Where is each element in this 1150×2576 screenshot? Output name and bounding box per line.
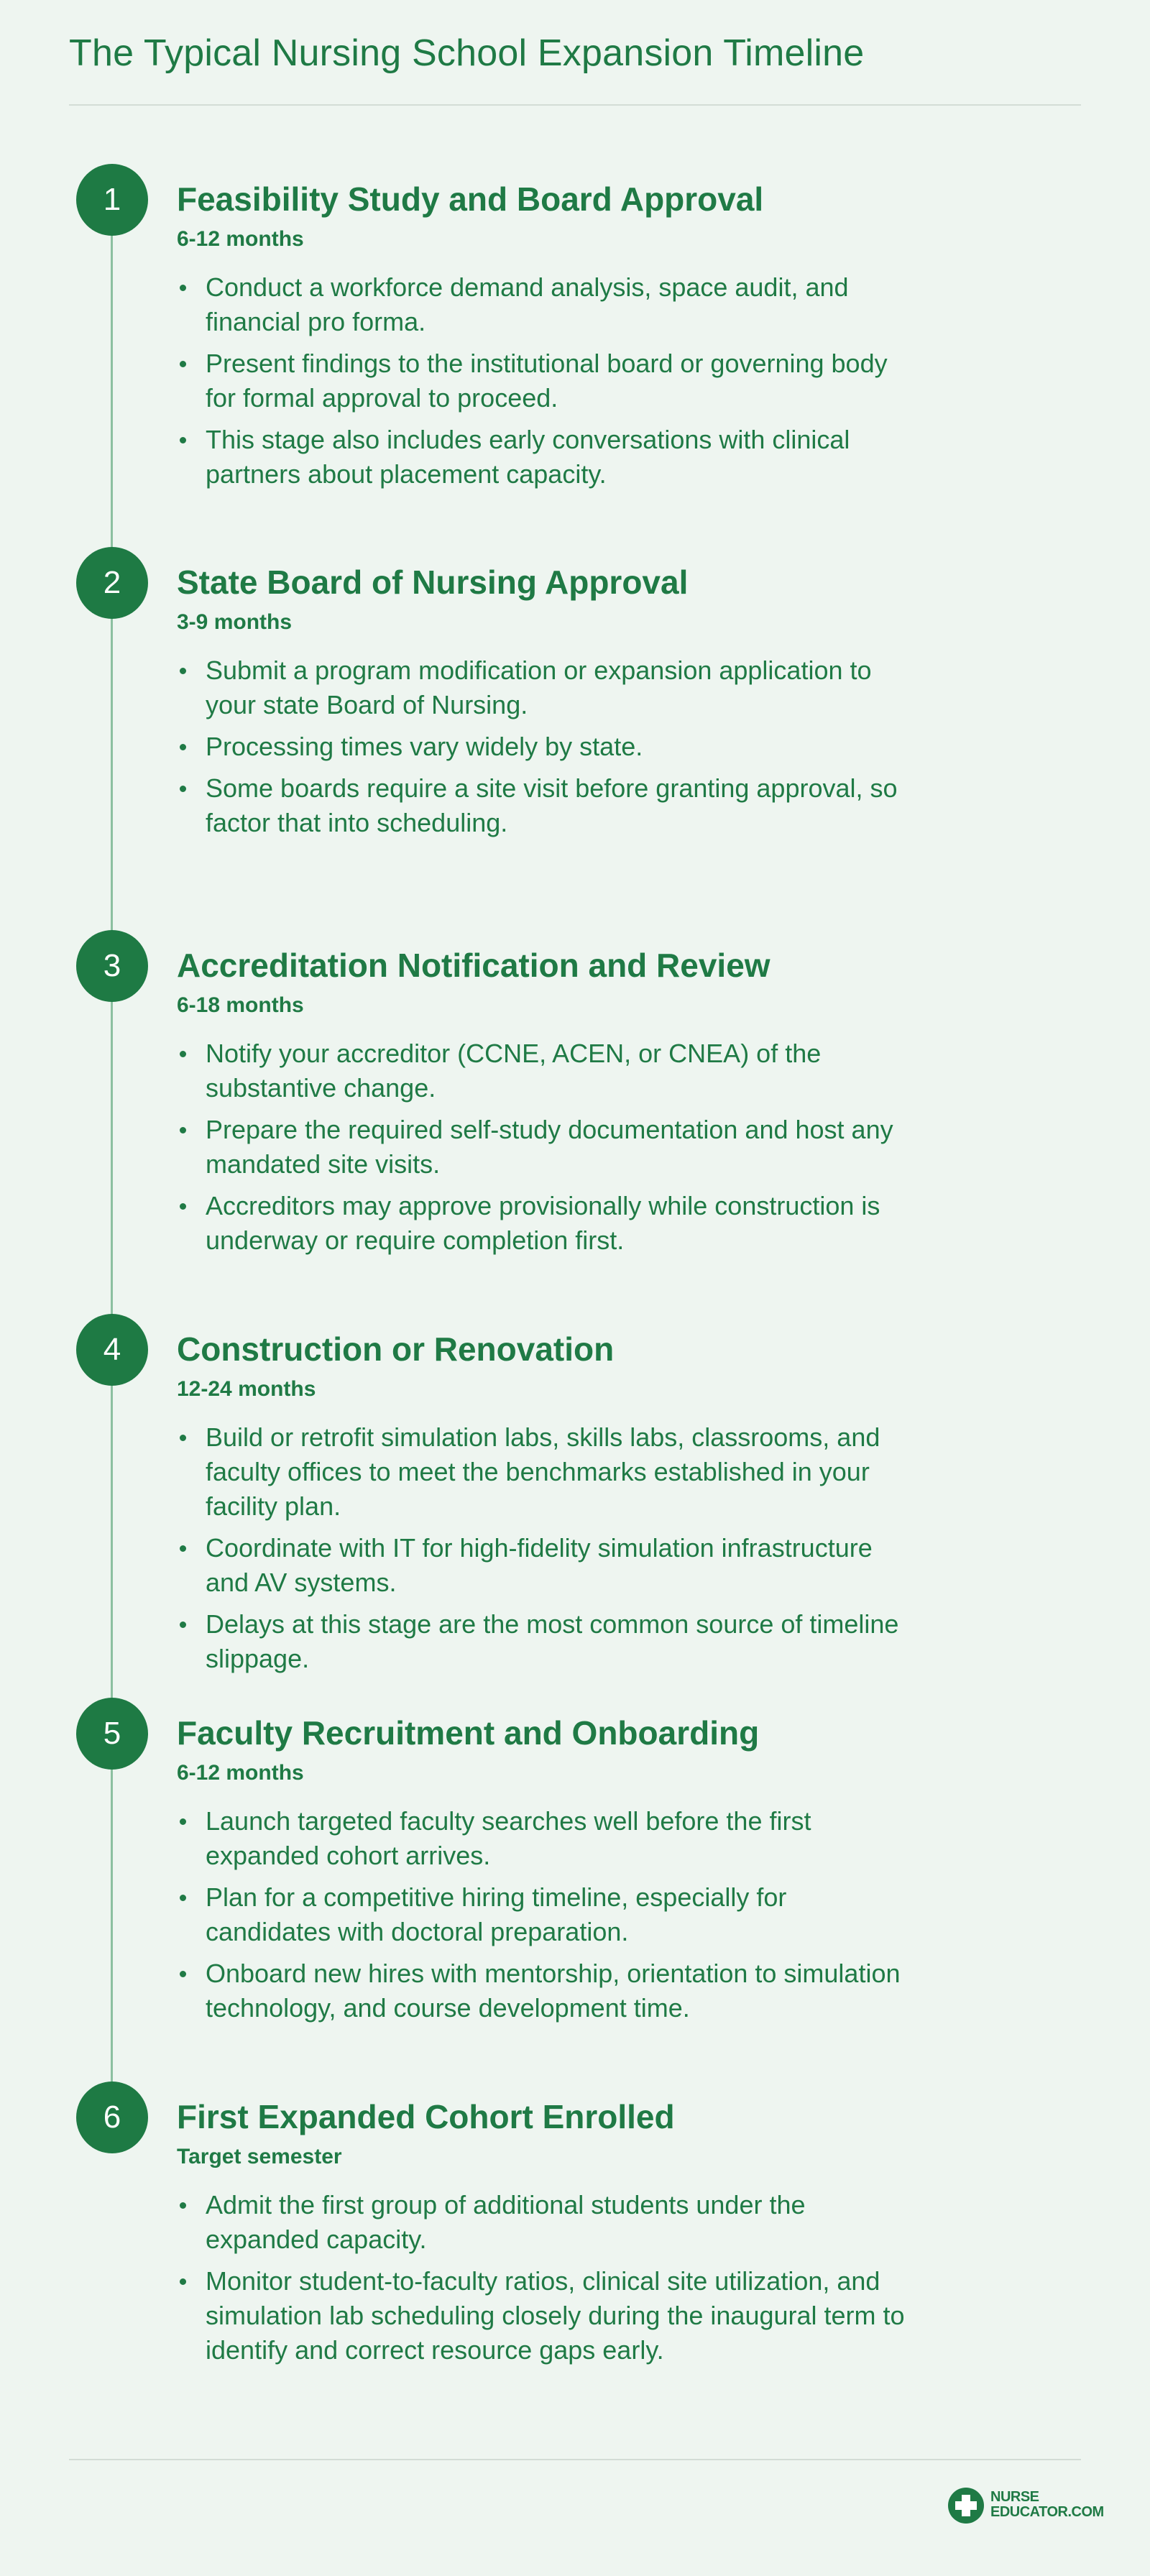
page-title: The Typical Nursing School Expansion Timeline	[69, 32, 865, 74]
step-title: Accreditation Notification and Review	[177, 947, 770, 984]
bullet-item: Submit a program modification or expansion application to your state Board of Nursing.	[177, 653, 910, 722]
step-bullet-list	[177, 653, 910, 847]
step-number-badge: 2	[76, 547, 148, 619]
bullet-item: Coordinate with IT for high-fidelity simulation infrastructure and AV systems.	[177, 1531, 910, 1600]
brand-wordmark	[990, 2490, 1104, 2520]
bullet-item: Processing times vary widely by state.	[177, 730, 910, 764]
bullet-item: Present findings to the institutional board or governing body for formal approval to proceed.	[177, 346, 910, 415]
bullet-item: Admit the first group of additional students under the expanded capacity.	[177, 2188, 910, 2257]
step-number-badge: 6	[76, 2082, 148, 2153]
bullet-item: Build or retrofit simulation labs, skills labs, classrooms, and faculty offices to meet the benchmarks established in your facility plan.	[177, 1420, 910, 1524]
step-bullet-list	[177, 1804, 910, 2033]
bullet-item: Some boards require a site visit before granting approval, so factor that into scheduling.	[177, 771, 910, 840]
brand-line-2: EDUCATOR.COM	[990, 2504, 1104, 2520]
step-duration: 6-12 months	[177, 227, 304, 251]
step-bullet-list	[177, 1420, 910, 1683]
footer-divider	[69, 2459, 1081, 2460]
step-number-badge: 1	[76, 164, 148, 236]
bullet-item: Delays at this stage are the most common source of timeline slippage.	[177, 1607, 910, 1676]
brand-line-1: NURSE	[990, 2489, 1039, 2505]
step-number-badge: 3	[76, 930, 148, 1002]
step-title: First Expanded Cohort Enrolled	[177, 2098, 675, 2135]
step-bullet-list	[177, 270, 910, 499]
step-duration: 3-9 months	[177, 610, 293, 634]
step-duration: 12-24 months	[177, 1377, 316, 1401]
bullet-item: Conduct a workforce demand analysis, space audit, and financial pro forma.	[177, 270, 910, 339]
bullet-item: Monitor student-to-faculty ratios, clinical site utilization, and simulation lab scheduling closely during the inaugural term to identify and correct resource gaps early.	[177, 2264, 910, 2368]
step-title: Feasibility Study and Board Approval	[177, 180, 764, 218]
bullet-item: Launch targeted faculty searches well before the first expanded cohort arrives.	[177, 1804, 910, 1873]
step-bullet-list	[177, 1036, 910, 1265]
bullet-item: Plan for a competitive hiring timeline, especially for candidates with doctoral preparation.	[177, 1880, 910, 1949]
step-duration: 6-18 months	[177, 993, 304, 1017]
step-number-badge: 5	[76, 1698, 148, 1770]
timeline-line	[111, 200, 113, 2119]
bullet-item: Prepare the required self-study documentation and host any mandated site visits.	[177, 1113, 910, 1182]
step-bullet-list	[177, 2188, 910, 2375]
step-title: State Board of Nursing Approval	[177, 564, 689, 601]
step-number-badge: 4	[76, 1314, 148, 1386]
step-duration: 6-12 months	[177, 1761, 304, 1785]
bullet-item: Notify your accreditor (CCNE, ACEN, or CNEA) of the substantive change.	[177, 1036, 910, 1105]
medical-cross-icon	[947, 2487, 985, 2524]
bullet-item: Accreditors may approve provisionally while construction is underway or require completion first.	[177, 1189, 910, 1258]
step-duration: Target semester	[177, 2145, 342, 2168]
bullet-item: Onboard new hires with mentorship, orientation to simulation technology, and course development time.	[177, 1956, 910, 2025]
step-title: Construction or Renovation	[177, 1330, 615, 1368]
step-title: Faculty Recruitment and Onboarding	[177, 1714, 760, 1752]
bullet-item: This stage also includes early conversations with clinical partners about placement capacity.	[177, 423, 910, 492]
header-divider	[69, 104, 1081, 106]
